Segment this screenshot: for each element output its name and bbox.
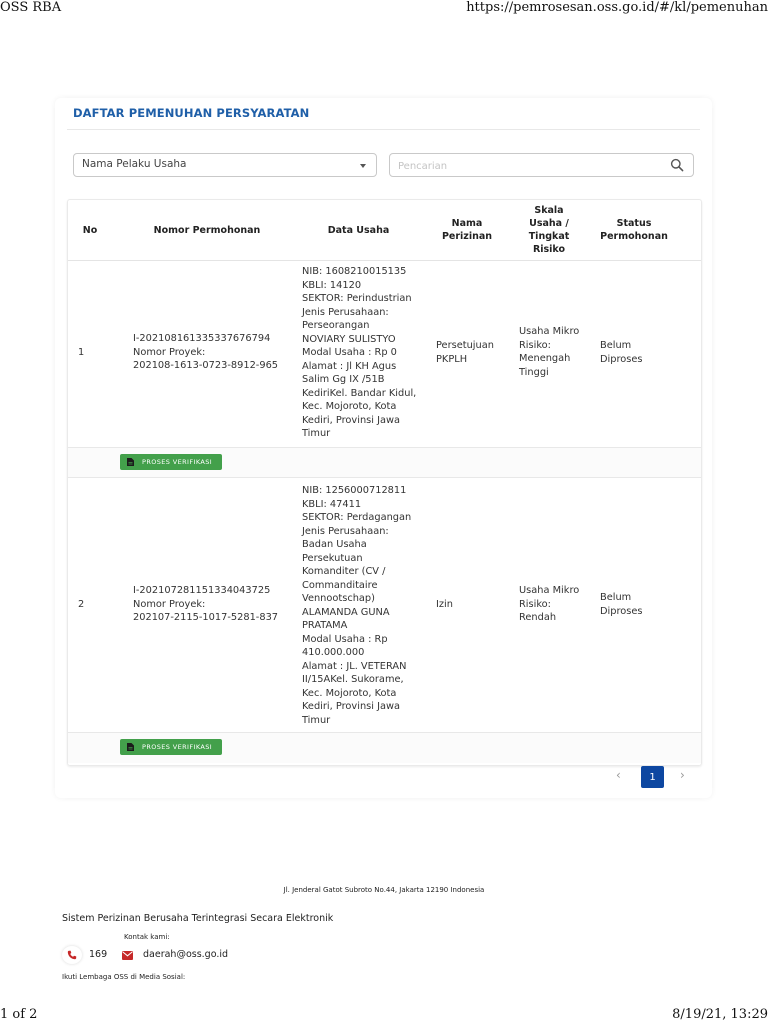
chevron-down-icon [360, 164, 366, 168]
row-nomor-permohonan: I-202108161335337676794 Nomor Proyek: 202108-1613-0723-8912-965 [133, 333, 279, 371]
footer-social-label: Ikuti Lembaga OSS di Media Sosial: [62, 973, 186, 981]
document-icon [127, 458, 134, 466]
footer-address: Jl. Jenderal Gatot Subroto No.44, Jakarta 12190 Indonesia [283, 886, 485, 894]
row-nama-perizinan: Izin [436, 599, 453, 610]
proses-verifikasi-button[interactable] [120, 739, 222, 755]
row-action-bar [68, 733, 701, 763]
pagination-next[interactable]: › [680, 768, 685, 782]
footer-system-name: Sistem Perizinan Berusaha Terintegrasi Secara Elektronik [62, 913, 334, 924]
mail-icon [121, 949, 133, 961]
requirements-card [55, 98, 712, 798]
pagination-prev[interactable]: ‹ [616, 768, 621, 782]
row-status: Belum Diproses [600, 592, 643, 617]
row-no: 2 [78, 599, 85, 610]
col-header-skala: Skala Usaha / Tingkat Risiko [528, 205, 570, 255]
print-footer-datetime: 8/19/21, 13:29 [672, 1007, 768, 1022]
filter-select-value: Nama Pelaku Usaha [82, 158, 187, 170]
footer-email[interactable]: daerah@oss.go.id [143, 949, 229, 960]
row-data-usaha: NIB: 1608210015135 KBLI: 14120 SEKTOR: Perindustrian Jenis Perusahaan: Perseorangan NOVIARY SULISTYO Modal Usaha : Rp 0 Alamat : Jl KH Agus Salim Gg IX /51B KediriKel. Bandar Kidul, Kec. Mojoroto, Kota Kediri, Provinsi Jawa Timur [302, 266, 417, 439]
col-header-data-usaha: Data Usaha [327, 224, 390, 236]
row-skala-risiko: Usaha Mikro Risiko: Rendah [519, 585, 580, 623]
row-data-usaha: NIB: 1256000712811 KBLI: 47411 SEKTOR: Perdagangan Jenis Perusahaan: Badan Usaha Persekutuan Komanditer (CV / Commanditaire Vennootschap) ALAMANDA GUNA PRATAMA Modal Usaha : Rp 410.000.000 Alamat : JL. VETERAN II/15AKel. Sukorame, Kec. Mojoroto, Kota Kediri, Provinsi Jawa Timur [302, 485, 412, 726]
footer-contact-label: Kontak kami: [124, 933, 170, 941]
page-title: DAFTAR PEMENUHAN PERSYARATAN [73, 106, 310, 120]
title-divider [67, 129, 700, 130]
row-nama-perizinan: Persetujuan PKPLH [436, 340, 494, 365]
pagination-page-current[interactable]: 1 [641, 766, 664, 788]
proses-verifikasi-button[interactable] [120, 454, 222, 470]
print-footer-page: 1 of 2 [0, 1007, 38, 1022]
footer-phone[interactable]: 169 [89, 949, 108, 960]
row-divider [68, 477, 701, 478]
col-header-no: No [82, 224, 98, 236]
print-header-url: https://pemrosesan.oss.go.id/#/kl/pemenuhan [466, 0, 768, 15]
header-divider [68, 260, 701, 261]
col-header-status: Status Permohonan [600, 218, 668, 242]
proses-verifikasi-label: PROSES VERIFIKASI [142, 458, 213, 466]
row-status: Belum Diproses [600, 340, 643, 365]
search-icon[interactable] [670, 158, 684, 172]
row-no: 1 [78, 347, 85, 358]
col-header-nomor: Nomor Permohonan [153, 224, 261, 236]
search-input[interactable] [396, 157, 660, 175]
row-action-bar [68, 448, 701, 477]
print-header-title: OSS RBA [0, 0, 62, 15]
phone-icon [62, 946, 82, 964]
row-nomor-permohonan: I-202107281151334043725 Nomor Proyek: 202107-2115-1017-5281-837 [133, 585, 279, 623]
requirements-table [67, 199, 702, 766]
col-header-nama-perizinan: Nama Perizinan [441, 218, 493, 242]
proses-verifikasi-label: PROSES VERIFIKASI [142, 743, 213, 751]
search-field[interactable] [389, 153, 694, 177]
row-skala-risiko: Usaha Mikro Risiko: Menengah Tinggi [519, 326, 580, 378]
filter-select[interactable] [73, 153, 377, 177]
document-icon [127, 743, 134, 751]
